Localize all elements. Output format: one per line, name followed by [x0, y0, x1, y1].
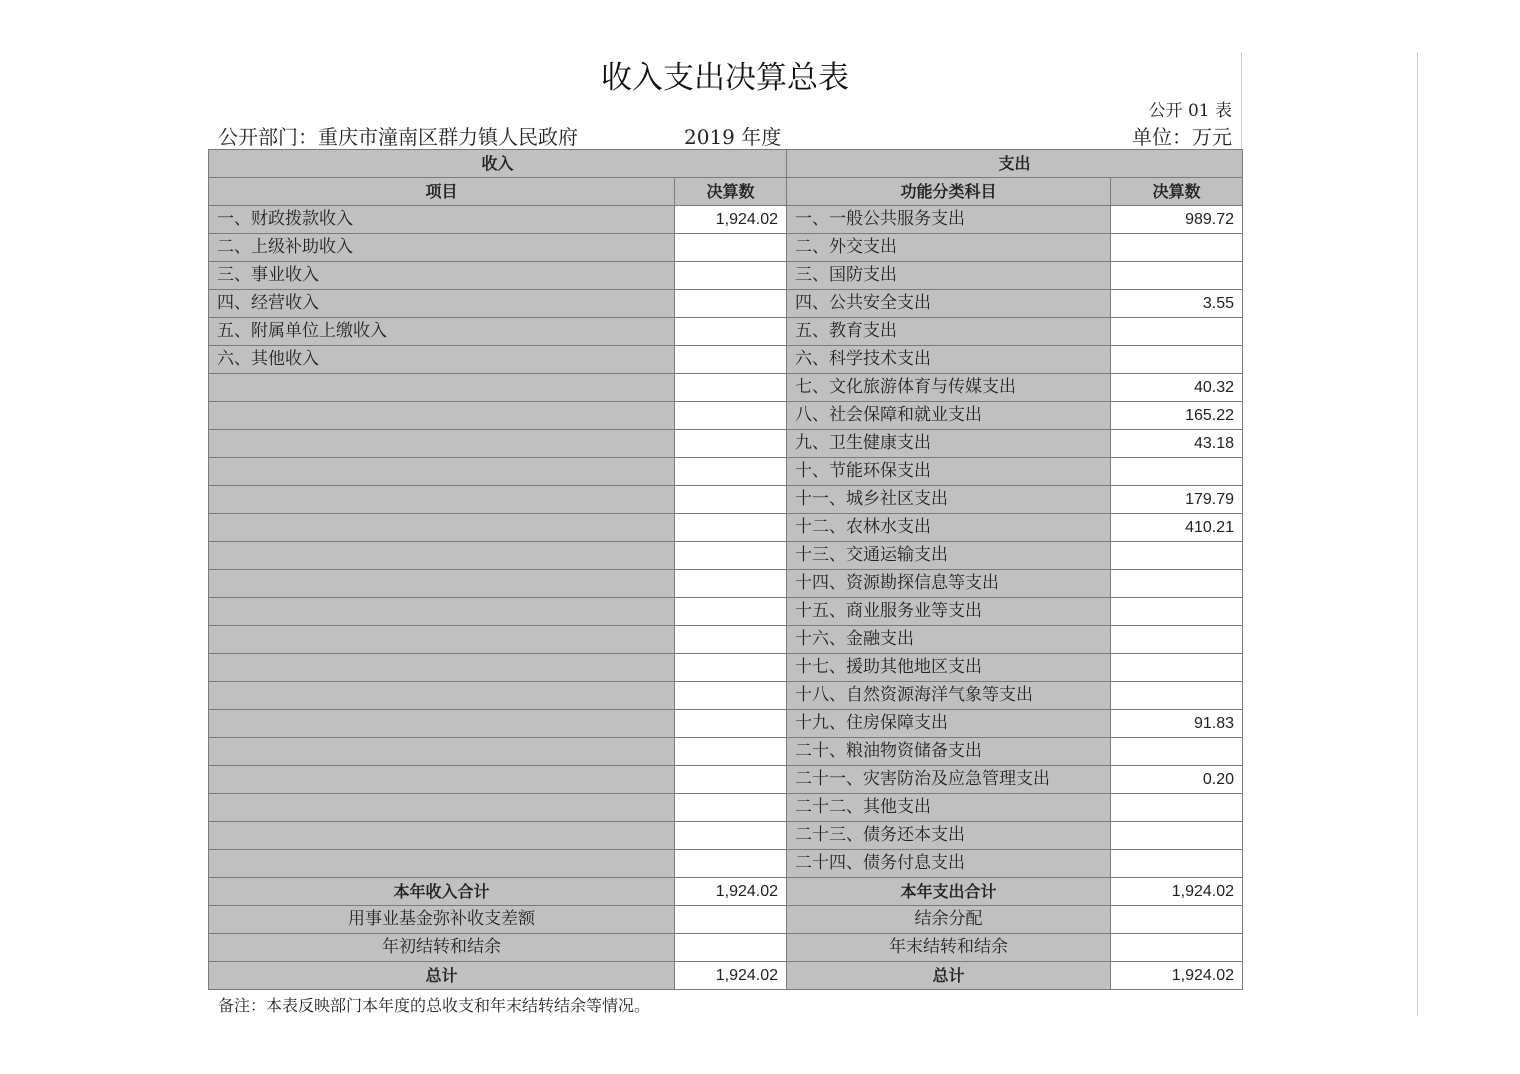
table-row [209, 654, 1243, 682]
table-row [209, 318, 1243, 346]
income-value-cell [675, 234, 787, 262]
income-value-cell [675, 710, 787, 738]
income-item-cell: 五、附属单位上缴收入 [209, 318, 675, 346]
expense-item-cell: 十九、住房保障支出 [787, 710, 1111, 738]
income-item-cell [209, 822, 675, 850]
expense-value-cell: 410.21 [1111, 514, 1243, 542]
income-value-cell [675, 542, 787, 570]
expense-value-cell: 91.83 [1111, 710, 1243, 738]
income-value-cell [675, 458, 787, 486]
income-item-cell [209, 374, 675, 402]
header-row-section [209, 150, 1243, 178]
summary-expense-label: 结余分配 [787, 906, 1111, 934]
expense-item-cell: 二十、粮油物资储备支出 [787, 738, 1111, 766]
table-note: 备注：本表反映部门本年度的总收支和年末结转结余等情况。 [218, 996, 651, 1015]
income-item-cell [209, 794, 675, 822]
table-row [209, 682, 1243, 710]
expense-value-cell: 989.72 [1111, 206, 1243, 234]
unit-label: 单位：万元 [1132, 125, 1232, 149]
income-item-cell [209, 626, 675, 654]
summary-row [209, 934, 1243, 962]
expense-item-cell: 十六、金融支出 [787, 626, 1111, 654]
expense-item-cell: 四、公共安全支出 [787, 290, 1111, 318]
header-row-columns [209, 178, 1243, 206]
income-item-cell: 三、事业收入 [209, 262, 675, 290]
expense-item-cell: 十八、自然资源海洋气象等支出 [787, 682, 1111, 710]
summary-expense-label: 总计 [787, 962, 1111, 990]
expense-item-cell: 十二、农林水支出 [787, 514, 1111, 542]
table-row [209, 458, 1243, 486]
income-item-cell [209, 654, 675, 682]
expense-item-cell: 九、卫生健康支出 [787, 430, 1111, 458]
expense-item-cell: 三、国防支出 [787, 262, 1111, 290]
summary-expense-label: 年末结转和结余 [787, 934, 1111, 962]
income-item-header: 项目 [209, 178, 675, 206]
income-item-cell: 六、其他收入 [209, 346, 675, 374]
income-item-cell [209, 850, 675, 878]
expense-value-cell: 3.55 [1111, 290, 1243, 318]
table-row [209, 486, 1243, 514]
summary-expense-label: 本年支出合计 [787, 878, 1111, 906]
expense-value-cell: 179.79 [1111, 486, 1243, 514]
table-row [209, 738, 1243, 766]
income-item-cell [209, 738, 675, 766]
table-row [209, 346, 1243, 374]
income-item-cell [209, 514, 675, 542]
table-row [209, 234, 1243, 262]
expense-item-cell: 十五、商业服务业等支出 [787, 598, 1111, 626]
expense-item-cell: 八、社会保障和就业支出 [787, 402, 1111, 430]
expense-item-cell: 二十一、灾害防治及应急管理支出 [787, 766, 1111, 794]
table-row [209, 430, 1243, 458]
expense-item-cell: 二、外交支出 [787, 234, 1111, 262]
table-row [209, 262, 1243, 290]
income-item-cell [209, 682, 675, 710]
income-value-cell [675, 290, 787, 318]
table-row [209, 794, 1243, 822]
income-value-cell [675, 514, 787, 542]
income-item-cell: 四、经营收入 [209, 290, 675, 318]
table-row [209, 402, 1243, 430]
expense-section-header: 支出 [787, 150, 1243, 178]
table-row [209, 710, 1243, 738]
table-row [209, 374, 1243, 402]
summary-expense-value: 1,924.02 [1111, 878, 1243, 906]
summary-income-value: 1,924.02 [675, 962, 787, 990]
income-value-cell [675, 766, 787, 794]
summary-expense-value [1111, 934, 1243, 962]
summary-income-label: 用事业基金弥补收支差额 [209, 906, 675, 934]
income-value-cell [675, 346, 787, 374]
income-section-header: 收入 [209, 150, 787, 178]
expense-item-cell: 二十二、其他支出 [787, 794, 1111, 822]
expense-item-cell: 十七、援助其他地区支出 [787, 654, 1111, 682]
expense-item-cell: 二十四、债务付息支出 [787, 850, 1111, 878]
expense-value-cell [1111, 654, 1243, 682]
summary-income-value [675, 934, 787, 962]
income-value-cell [675, 486, 787, 514]
income-value-cell [675, 654, 787, 682]
income-value-cell [675, 626, 787, 654]
expense-value-cell [1111, 850, 1243, 878]
summary-row [209, 962, 1243, 990]
expense-value-cell [1111, 346, 1243, 374]
income-item-cell [209, 570, 675, 598]
income-value-cell [675, 682, 787, 710]
form-number: 公开 01 表 [1148, 101, 1232, 121]
expense-value-cell [1111, 262, 1243, 290]
summary-row [209, 878, 1243, 906]
expense-item-cell: 一、一般公共服务支出 [787, 206, 1111, 234]
income-value-cell [675, 822, 787, 850]
income-value-cell [675, 794, 787, 822]
expense-value-cell [1111, 542, 1243, 570]
budget-table [208, 149, 1243, 990]
income-value-cell [675, 850, 787, 878]
income-item-cell [209, 598, 675, 626]
expense-item-cell: 六、科学技术支出 [787, 346, 1111, 374]
income-item-cell [209, 458, 675, 486]
budget-table-body [209, 150, 1243, 990]
fiscal-year: 2019 年度 [684, 125, 782, 149]
income-value-cell [675, 262, 787, 290]
expense-value-cell [1111, 822, 1243, 850]
expense-value-cell [1111, 234, 1243, 262]
income-item-cell: 二、上级补助收入 [209, 234, 675, 262]
summary-income-value [675, 906, 787, 934]
page-edge-line [1417, 52, 1418, 1016]
income-value-cell [675, 738, 787, 766]
table-row [209, 570, 1243, 598]
expense-item-cell: 二十三、债务还本支出 [787, 822, 1111, 850]
table-row [209, 290, 1243, 318]
expense-value-cell: 0.20 [1111, 766, 1243, 794]
summary-income-label: 本年收入合计 [209, 878, 675, 906]
summary-expense-value: 1,924.02 [1111, 962, 1243, 990]
expense-value-cell [1111, 738, 1243, 766]
expense-value-cell [1111, 626, 1243, 654]
expense-amount-header: 决算数 [1111, 178, 1243, 206]
income-value-cell [675, 598, 787, 626]
income-item-cell [209, 542, 675, 570]
expense-value-cell [1111, 598, 1243, 626]
summary-expense-value [1111, 906, 1243, 934]
income-item-cell [209, 430, 675, 458]
table-row [209, 598, 1243, 626]
summary-income-label: 年初结转和结余 [209, 934, 675, 962]
income-value-cell [675, 374, 787, 402]
summary-row [209, 906, 1243, 934]
income-value-cell [675, 570, 787, 598]
expense-value-cell: 165.22 [1111, 402, 1243, 430]
summary-income-label: 总计 [209, 962, 675, 990]
income-amount-header: 决算数 [675, 178, 787, 206]
expense-item-cell: 五、教育支出 [787, 318, 1111, 346]
expense-value-cell [1111, 794, 1243, 822]
page-title: 收入支出决算总表 [601, 60, 849, 96]
income-item-cell [209, 486, 675, 514]
department-label: 公开部门：重庆市潼南区群力镇人民政府 [218, 125, 578, 149]
table-row [209, 542, 1243, 570]
table-row [209, 626, 1243, 654]
income-item-cell [209, 710, 675, 738]
expense-item-cell: 十三、交通运输支出 [787, 542, 1111, 570]
income-value-cell [675, 402, 787, 430]
expense-value-cell [1111, 458, 1243, 486]
expense-value-cell [1111, 682, 1243, 710]
summary-income-value: 1,924.02 [675, 878, 787, 906]
expense-value-cell: 43.18 [1111, 430, 1243, 458]
expense-value-cell [1111, 318, 1243, 346]
table-row [209, 514, 1243, 542]
expense-value-cell [1111, 570, 1243, 598]
expense-item-cell: 十一、城乡社区支出 [787, 486, 1111, 514]
income-value-cell: 1,924.02 [675, 206, 787, 234]
expense-item-cell: 七、文化旅游体育与传媒支出 [787, 374, 1111, 402]
income-item-cell [209, 766, 675, 794]
expense-value-cell: 40.32 [1111, 374, 1243, 402]
income-item-cell: 一、财政拨款收入 [209, 206, 675, 234]
table-row [209, 850, 1243, 878]
expense-item-cell: 十四、资源勘探信息等支出 [787, 570, 1111, 598]
table-row [209, 206, 1243, 234]
expense-item-cell: 十、节能环保支出 [787, 458, 1111, 486]
table-row [209, 822, 1243, 850]
table-row [209, 766, 1243, 794]
income-value-cell [675, 430, 787, 458]
income-value-cell [675, 318, 787, 346]
function-class-header: 功能分类科目 [787, 178, 1111, 206]
income-item-cell [209, 402, 675, 430]
